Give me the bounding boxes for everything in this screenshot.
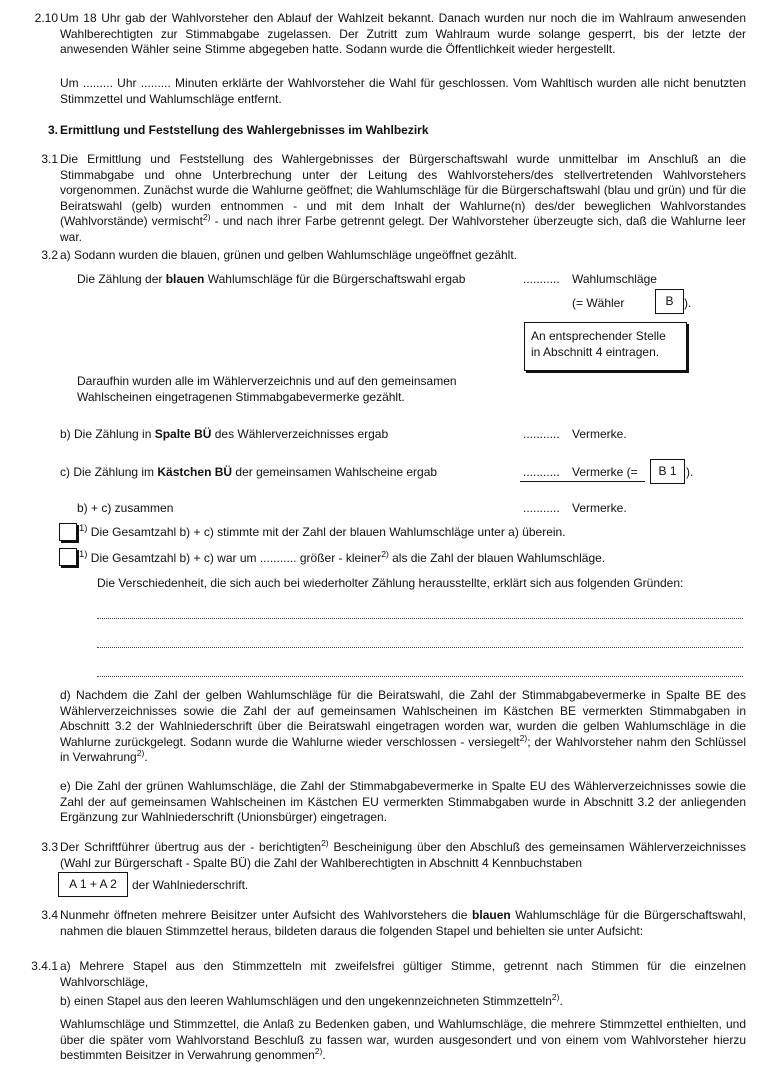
voter-equals-label: (= Wähler	[572, 296, 625, 310]
section-3-heading: Ermittlung und Feststellung des Wahlergebnisses im Wahlbezirk	[60, 123, 429, 137]
section-3-2-a: a) Sodann wurden die blauen, grünen und gelben Wahlumschläge ungeöffnet gezählt.	[60, 248, 518, 262]
blue-envelope-count-label: Die Zählung der blauen Wahlumschläge für die Bürgerschaftswahl ergab	[77, 272, 466, 286]
section-3-3-end: der Wahlniederschrift.	[132, 878, 249, 892]
item-e-text: e) Die Zahl der grünen Wahlumschläge, die Zahl der Stimmabgabevermerke in Spalte EU des Wählerverzeichnisses sowie die Zahl der auf gemeinsamen Wahlscheinen im Kästchen EU vermerkten Stimmabgaben wurde in Abschnitt 3.2 der anliegenden Ergänzung zur Wahlniederschrift (Unionsbürger) eingetragen.	[60, 779, 746, 825]
section-number-3-4-1: 3.4.1	[31, 959, 58, 973]
section-number-2-10: 2.10	[34, 11, 58, 25]
section-number-3-1: 3.1	[41, 152, 58, 166]
item-bc-label: b) + c) zusammen	[77, 501, 174, 515]
item-b-unit: Vermerke.	[572, 427, 627, 441]
thereupon-text: Daraufhin wurden alle im Wählerverzeichnis und auf den gemeinsamen Wahlscheinen eingetragenen Stimmabgabevermerke gezählt.	[77, 374, 457, 404]
blue-envelope-count-unit: Wahlumschläge	[572, 272, 657, 286]
instruction-note-line-2: in Abschnitt 4 eintragen.	[531, 345, 660, 359]
difference-reason-label: Die Verschiedenheit, die sich auch bei wiederholter Zählung herausstellte, erklärt sich aus folgenden Gründen:	[97, 576, 684, 590]
item-c-dots: ...........	[523, 465, 560, 479]
item-b-dots: ...........	[523, 427, 560, 441]
blue-envelope-count-dots: ...........	[523, 272, 560, 286]
section-2-10-text: Um 18 Uhr gab der Wahlvorsteher den Ablauf der Wahlzeit bekannt. Danach wurden nur noch die im Wahlraum anwesenden Wahlberechtigten zur Stimmabgabe zugelassen. Der Zutritt zum Wahlraum wurde solange gesperrt, bis der letzte der anwesenden Wähler seine Stimme abgegeben hatte. Sodann wurde die Öffentlichkeit wieder hergestellt.	[60, 11, 746, 57]
section-2-10-closing-text: Um ......... Uhr ......... Minuten erklärte der Wahlvorsteher die Wahl für geschlossen. Vom Wahltisch wurden alle nicht benutzten Stimmzettel und Wahlumschläge entfernt.	[60, 76, 746, 106]
box-b: B	[655, 289, 684, 314]
section-number-3-2: 3.2	[41, 248, 58, 262]
section-3-4-1-b: b) einen Stapel aus den leeren Wahlumschlägen und den ungekennzeichneten Stimmzetteln$^{2)}$.	[60, 992, 563, 1008]
checkbox-total-matches[interactable]	[59, 523, 77, 541]
checkbox-total-differs-label: $^{1)}$ Die Gesamtzahl b) + c) war um ........... größer - kleiner$^{2)}$ als die Zahl der blauen Wahlumschläge.	[79, 549, 606, 565]
reason-line-2[interactable]	[97, 647, 743, 648]
checkbox-total-matches-label: $^{1)}$ Die Gesamtzahl b) + c) stimmte mit der Zahl der blauen Wahlumschläge unter a) überein.	[79, 523, 566, 539]
item-c-underline	[520, 481, 645, 482]
checkbox-total-differs[interactable]	[59, 548, 77, 566]
section-3-4-text: Nunmehr öffneten mehrere Beisitzer unter Aufsicht des Wahlvorstehers die blauen Wahlumschläge für die Bürgerschaftswahl, nahmen die blauen Stimmzettel heraus, bildeten daraus die folgenden Stapel und behielten sie unter Aufsicht:	[60, 908, 746, 938]
item-c-label: c) Die Zählung im Kästchen BÜ der gemeinsamen Wahlscheine ergab	[60, 465, 438, 479]
section-3-3-text: Der Schriftführer übertrug aus der - berichtigten$^{2)}$ Bescheinigung über den Abschluß des gemeinsamen Wählerverzeichnisses (Wahl zur Bürgerschaft - Spalte BÜ) die Zahl der Wahlberechtigten in Abschnitt 4 Kennbuchstaben	[60, 838, 746, 870]
instruction-note-line-1: An entsprechender Stelle	[531, 329, 666, 343]
box-b1: B 1	[650, 459, 685, 484]
section-number-3: 3.	[47, 123, 58, 137]
item-d-text: d) Nachdem die Zahl der gelben Wahlumschläge für die Beiratswahl, die Zahl der Stimmabgabevermerke in Spalte BE des Wählerverzeichnisses sowie die Zahl der auf gemeinsamen Wahlscheinen im Kästchen BE vermerkten Stimmabgaben in Abschnitt 3.2 der Wahlniederschrift über die Beiratswahl eingetragen worden war, wurden die gelben Wahlumschläge in die Wahlurne zurückgelegt. Sodann wurde die Wahlurne wieder verschlossen - versiegelt$^{2)}$; der Wahlvorsteher nahm den Schlüssel in Verwahrung$^{2)}$.	[60, 688, 746, 765]
voter-equals-end: ).	[684, 296, 692, 310]
box-a1-a2: A 1 + A 2	[58, 872, 128, 897]
section-3-1-text: Die Ermittlung und Feststellung des Wahlergebnisses der Bürgerschaftswahl wurde unmittelbar im Anschluß an die Stimmabgabe und ohne Unterbrechung unter der Leitung des Wahlvorstehers/des stellvertretenden Wahlvorstehers vorgenommen. Zunächst wurde die Wahlurne geöffnet; die Wahlumschläge für die Bürgerschaftswahl (blau und grün) und für die Beiratswahl (gelb) wurden entnommen - und mit dem Inhalt der Wahlurne(n) des/der beweglichen Wahlvorstandes (Wahlvorstände) vermischt$^{2)}$ - und nach ihrer Farbe getrennt gelegt. Der Wahlvorsteher überzeugte sich, daß die Wahlurne leer war.	[60, 152, 746, 244]
reason-line-3[interactable]	[97, 676, 743, 677]
item-b-label: b) Die Zählung in Spalte BÜ des Wählerverzeichnisses ergab	[60, 427, 389, 441]
item-c-unit: Vermerke (=	[572, 465, 638, 479]
item-c-end: ).	[686, 465, 694, 479]
section-number-3-4: 3.4	[41, 908, 58, 922]
item-bc-dots: ...........	[523, 501, 560, 515]
reason-line-1[interactable]	[97, 618, 743, 619]
section-3-4-1-a: a) Mehrere Stapel aus den Stimmzetteln mit zweifelsfrei gültiger Stimme, getrennt nach Stimmen für die einzelnen Wahlvorschläge,	[60, 959, 746, 989]
item-bc-unit: Vermerke.	[572, 501, 627, 515]
section-number-3-3: 3.3	[41, 840, 58, 854]
section-3-4-1-rest: Wahlumschläge und Stimmzettel, die Anlaß zu Bedenken gaben, und Wahlumschläge, die mehrere Stimmzettel enthielten, und über die später vom Wahlvorstand Beschluß zu fassen war, wurden ausgesondert und von einem vom Wahlvorsteher hierzu bestimmten Beisitzer in Verwahrung genommen$^{2)}$.	[60, 1017, 746, 1063]
instruction-note-box	[524, 322, 687, 371]
